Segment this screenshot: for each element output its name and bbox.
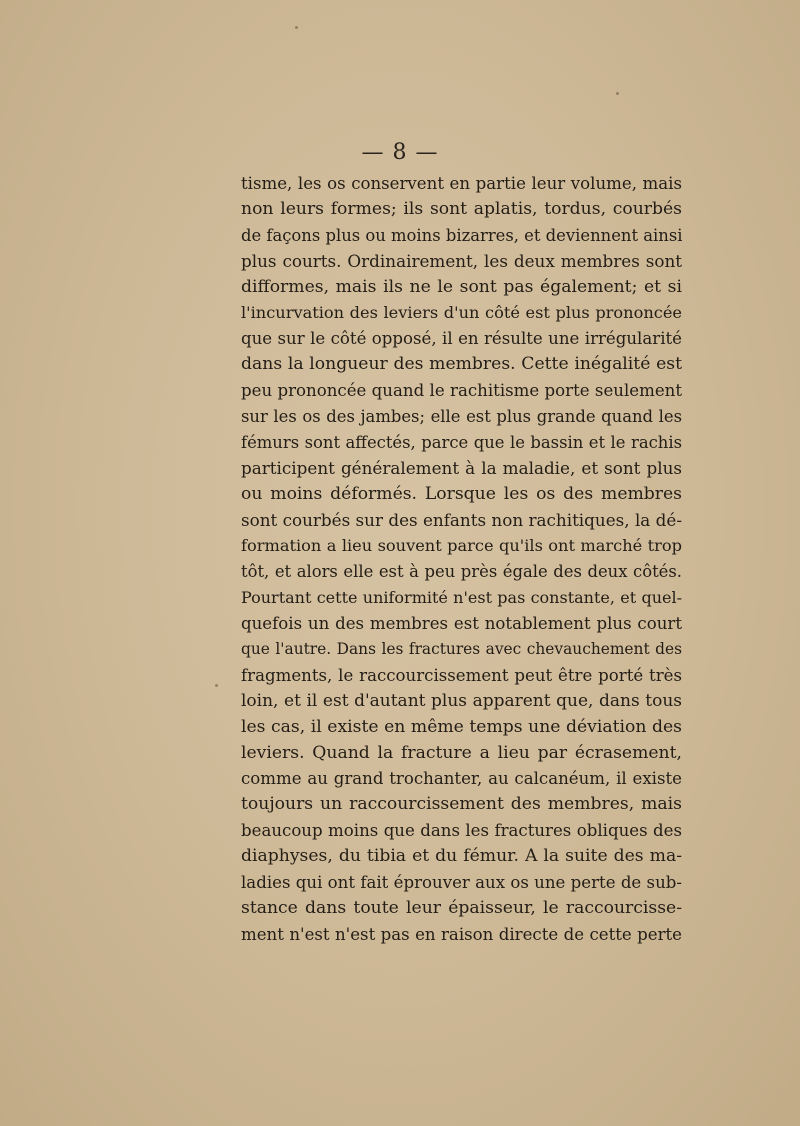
text-line: l'incurvation des leviers d'un côté est plus prononcée bbox=[241, 303, 682, 323]
text-line: que sur le côté opposé, il en résulte une irrégularité bbox=[241, 329, 682, 349]
text-line: leviers. Quand la fracture a lieu par écrasement, bbox=[241, 742, 682, 763]
text-line: sont courbés sur des enfants non rachitiques, la dé- bbox=[241, 509, 682, 530]
paper-speck bbox=[215, 684, 218, 687]
text-line: plus courts. Ordinairement, les deux membres sont bbox=[241, 250, 682, 271]
text-line: beaucoup moins que dans les fractures obliques des bbox=[241, 821, 682, 841]
body-text bbox=[241, 171, 682, 948]
text-line: ment n'est n'est pas en raison directe de cette perte bbox=[241, 924, 682, 944]
text-line: quefois un des membres est notablement plus court bbox=[241, 614, 682, 634]
page-number: — 8 — bbox=[361, 140, 439, 165]
text-line: loin, et il est d'autant plus apparent que, dans tous bbox=[241, 690, 682, 711]
text-line: dans la longueur des membres. Cette inégalité est bbox=[241, 354, 682, 375]
text-line: difformes, mais ils ne le sont pas également; et si bbox=[241, 276, 682, 297]
text-line: sur les os des jambes; elle est plus grande quand les bbox=[241, 407, 682, 427]
text-line: Pourtant cette uniformité n'est pas constante, et quel- bbox=[241, 588, 682, 608]
text-line: fragments, le raccourcissement peut être porté très bbox=[241, 665, 682, 685]
text-line: diaphyses, du tibia et du fémur. A la suite des ma- bbox=[241, 846, 682, 867]
text-line: non leurs formes; ils sont aplatis, tordus, courbés bbox=[241, 198, 682, 219]
text-line: toujours un raccourcissement des membres, mais bbox=[241, 794, 682, 815]
text-line: tôt, et alors elle est à peu près égale des deux côtés. bbox=[241, 562, 682, 582]
text-line: fémurs sont affectés, parce que le bassin et le rachis bbox=[241, 432, 682, 452]
text-line: comme au grand trochanter, au calcanéum, il existe bbox=[241, 769, 682, 789]
text-line: de façons plus ou moins bizarres, et deviennent ainsi bbox=[241, 225, 682, 245]
text-line: que l'autre. Dans les fractures avec chevauchement des bbox=[241, 640, 682, 659]
paper-speck bbox=[616, 92, 619, 95]
text-line: participent généralement à la maladie, et sont plus bbox=[241, 457, 682, 478]
text-line: tisme, les os conservent en partie leur volume, mais bbox=[241, 174, 682, 193]
text-line: stance dans toute leur épaisseur, le raccourcisse- bbox=[241, 897, 682, 918]
paper-speck bbox=[295, 26, 298, 29]
text-line: peu prononcée quand le rachitisme porte seulement bbox=[241, 381, 682, 401]
text-line: ou moins déformés. Lorsque les os des membres bbox=[241, 483, 682, 504]
text-line: les cas, il existe en même temps une déviation des bbox=[241, 716, 682, 737]
text-line: formation a lieu souvent parce qu'ils ont marché trop bbox=[241, 536, 682, 556]
text-line: ladies qui ont fait éprouver aux os une perte de sub- bbox=[241, 873, 682, 893]
